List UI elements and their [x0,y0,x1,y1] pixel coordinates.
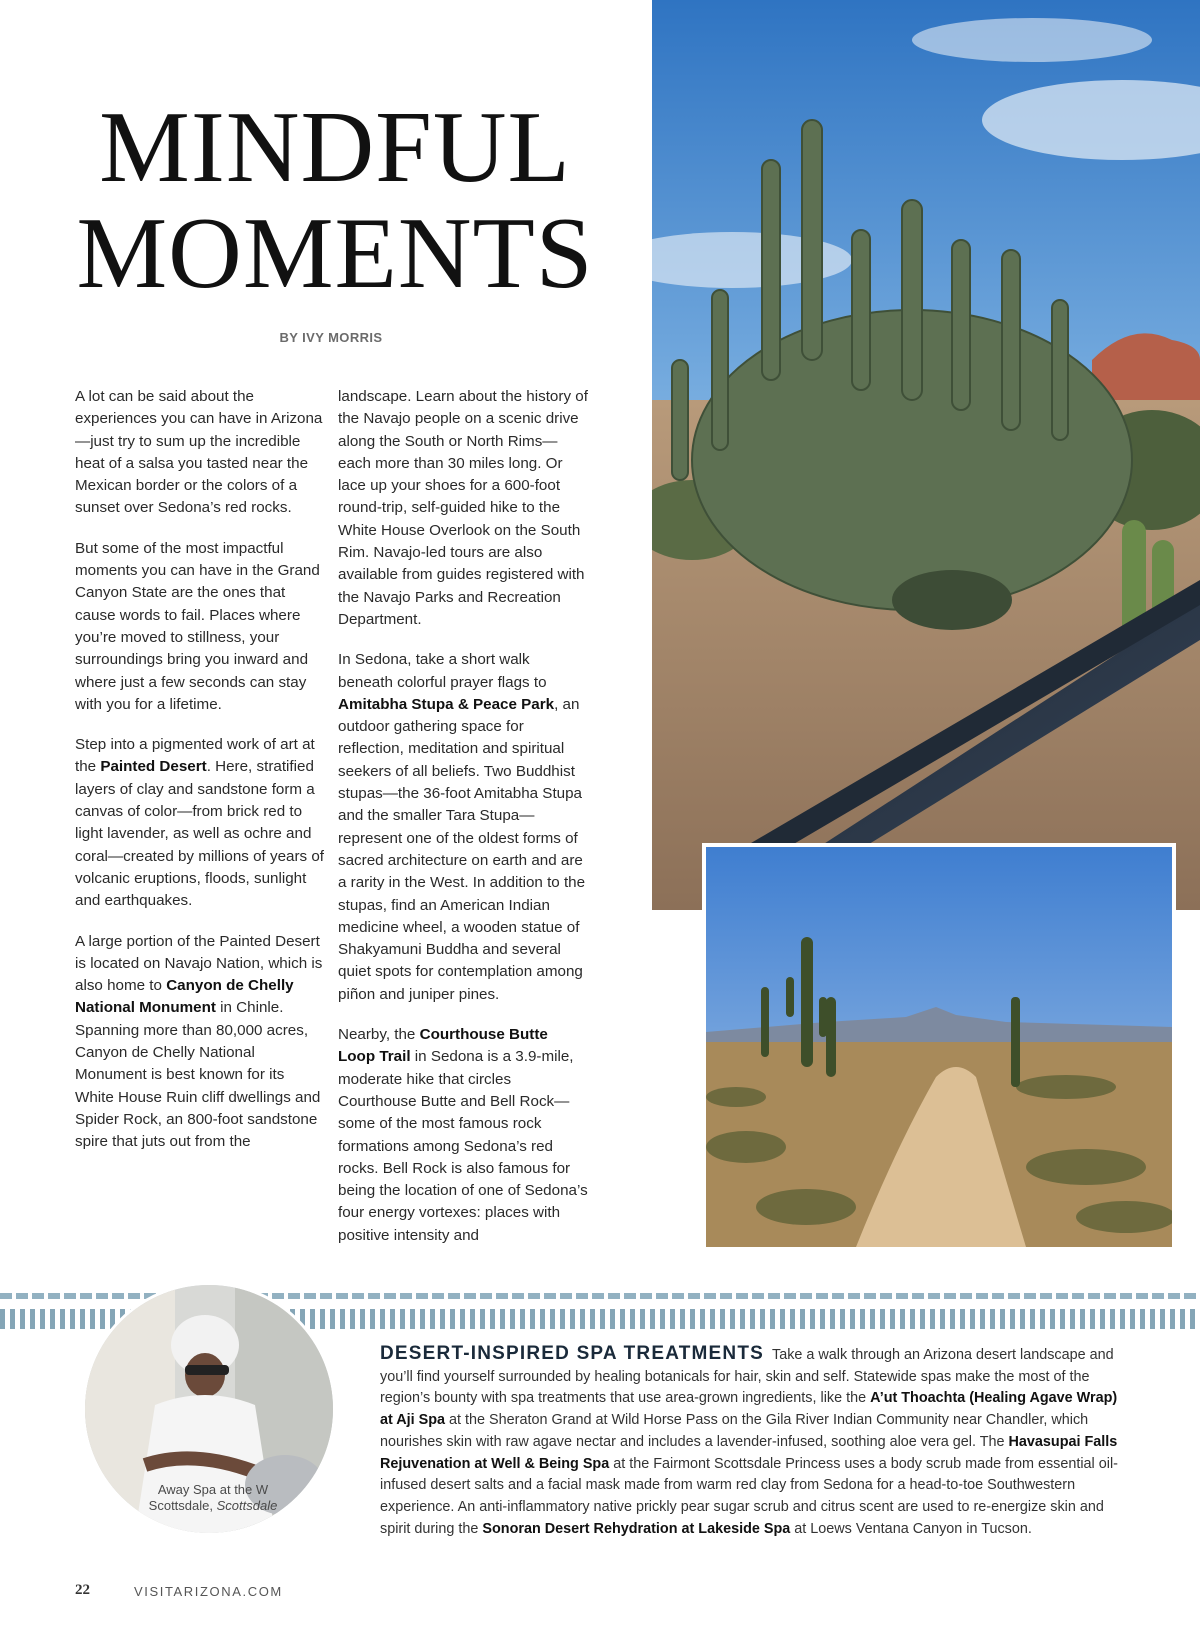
place-name-courthouse-butte: Courthouse Butte Loop Trail [338,1026,548,1066]
caption-location: Scottsdale [216,1498,278,1513]
site-url: VISITARIZONA.COM [134,1584,283,1599]
paragraph: A lot can be said about the experiences you can have in Arizona—just try to sum up the incredible heat of a salsa you tasted near the Mexican border or the colors of a sunset over Sedona’s red rocks. [75,388,323,517]
cactus-garden-illustration [652,0,1200,910]
sidebar-text: Take a walk through an Arizona desert landscape and you’ll find yourself surrounded by healing botanicals for hair, skin and self. Statewide spas make the most of the region’s bounty with spa treatments that use area-grown ingredients, like the [380,1347,1114,1407]
caption-text: Away Spa at the W Scottsdale, [148,1482,269,1513]
sidebar-text: at Loews Ventana Canyon in Tucson. [790,1520,1032,1537]
cactus-garden-photo [652,0,1200,910]
paragraph [75,538,325,716]
sidebar-text: at the Fairmont Scottsdale Princess uses a body scrub made from essential oil-infused desert salts and a facial mask made from warm red clay from Sedona for a head-to-toe Southwestern experience. An anti-inflammatory native prickly pear sugar scrub and citrus scent are used to re-energize skin and spirit during the [380,1455,1118,1537]
spa-treatment-havasupai: Havasupai Falls Rejuvenation at Well & Being Spa [380,1433,1118,1472]
paragraph: landscape. Learn about the history of the Navajo people on a scenic drive along the South or North Rims—each more than 30 miles long. Or lace up your shoes for a 600-foot round-trip, self-guided hike to the White House Overlook on the South Rim. Navajo-led tours are also available from guides registered with the Navajo Parks and Recreation Department. [338,388,588,628]
paragraph-text: in Sedona is a 3.9-mile, moderate hike that circles Courthouse Butte and Bell Rock—some of the most famous rock formations among Sedona’s red rocks. Bell Rock is also famous for being the location of one of Sedona’s four energy vortexes: places with positive intensity and [338,1048,588,1244]
spa-sidebar [380,1343,1120,1540]
saguaro-desert-photo [702,843,1176,1251]
spa-treatment-aji: A’ut Thoachta (Healing Agave Wrap) at Aji Spa [380,1390,1118,1429]
title-line-2: MOMENTS [76,197,594,310]
paragraph-text: , an outdoor gathering space for reflection, meditation and spiritual seekers of all beliefs. Two Buddhist stupas—the 36-foot Amitabha Stupa and the smaller Tara Stupa—represent one of the oldest forms of sacred architecture on earth and are a rarity in the West. In addition to the stupas, find an American Indian medicine wheel, a wooden statue of Shakyamuni Buddha and several quiet spots for contemplation among piñon and juniper pines. [338,695,586,1003]
paragraph-text: in Chinle. Spanning more than 80,000 acres, Canyon de Chelly National Monument is best known for its White House Ruin cliff dwellings and Spider Rock, an 800-foot sandstone spire that juts out from the [75,999,321,1151]
sidebar-heading: DESERT-INSPIRED SPA TREATMENTS [380,1343,765,1364]
place-name-painted-desert: Painted Desert [100,758,207,776]
title-line-1: MINDFUL [99,91,571,204]
paragraph [338,1024,588,1247]
paragraph [75,931,325,1154]
page-number: 22 [75,1582,90,1598]
paragraph-text: Step into a pigmented work of art at the [75,736,315,776]
place-name-amitabha-stupa: Amitabha Stupa & Peace Park [338,695,555,713]
article-title [50,91,620,310]
paragraph-text: . Here, stratified layers of clay and sandstone form a canvas of color—from brick red to light lavender, as well as ochre and coral—created by millions of years of volcanic eruptions, floods, sunlight and earthquakes. [75,758,325,910]
place-name-canyon-de-chelly: Canyon de Chelly National Monument [75,977,294,1017]
saguaro-desert-illustration [706,847,1172,1247]
body-column-2 [338,386,588,1265]
spa-photo-caption [128,1482,298,1514]
byline: BY IVY MORRIS [279,330,383,345]
sidebar-text: at the Sheraton Grand at Wild Horse Pass on the Gila River Indian Community near Chandler, which nourishes skin with raw agave nectar and includes a lavender-infused, soothing aloe vera gel. The [380,1412,1089,1450]
spa-treatment-sonoran: Sonoran Desert Rehydration at Lakeside Spa [482,1520,791,1537]
paragraph-text: But some of the most impactful moments you can have in the Grand Canyon State are the ones that cause words to fail. Places where you’re moved to stillness, your surroundings bring you inward and where just a few seconds can stay with you for a lifetime. [75,539,320,713]
paragraph [338,649,588,1006]
paragraph [75,734,325,912]
paragraph-text: Nearby, the [338,1026,420,1044]
body-column-1 [75,386,325,1172]
paragraph-text: A large portion of the Painted Desert is located on Navajo Nation, which is also home to [75,932,323,995]
paragraph-text: In Sedona, take a short walk beneath colorful prayer flags to [338,651,547,691]
